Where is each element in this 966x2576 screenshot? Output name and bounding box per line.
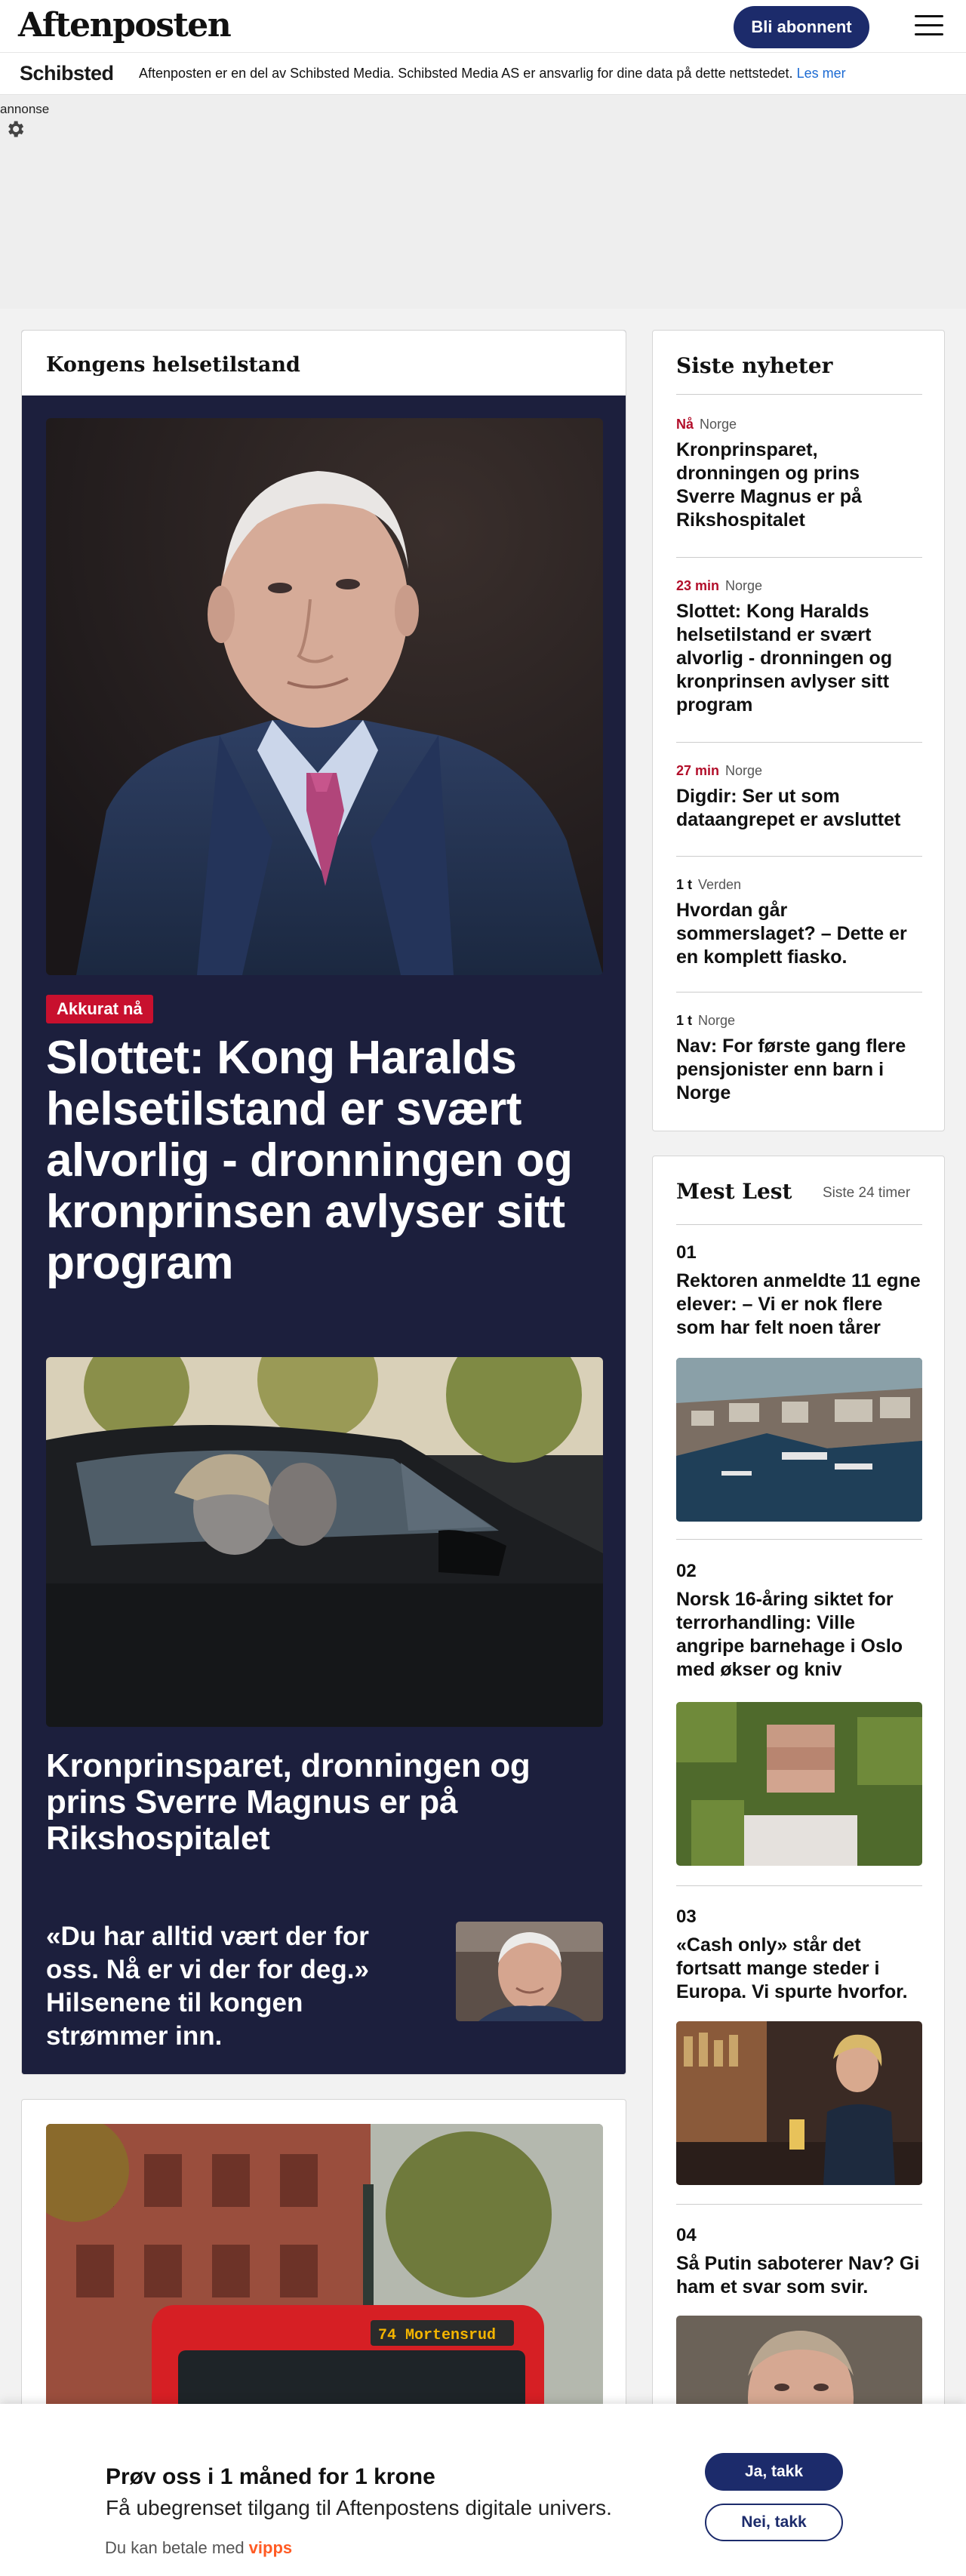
divider [676,394,922,395]
offer-subtitle: Få ubegrenset tilgang til Aftenpostens digitale univers. [106,2496,612,2519]
schibsted-notice-bar [0,53,966,95]
bus-destination-sign: 74 Mortensrud [378,2327,497,2344]
news-item[interactable] [676,877,922,969]
most-read-headline[interactable]: «Cash only» står det fortsatt mange steder i Europa. Vi spurte hvorfor. [676,1934,908,2002]
schibsted-notice-text: Aftenposten er en del av Schibsted Media. Schibsted Media AS er ansvarlig for dine data på dette nettstedet. [139,66,793,81]
schibsted-logo: Schibsted [20,62,114,85]
breaking-badge: Akkurat nå [46,995,153,1023]
gear-icon[interactable] [5,118,26,140]
ad-label: annonse [0,102,50,116]
news-headline[interactable]: Hvordan går sommerslaget? – Dette er en komplett fiasko. [676,900,907,968]
divider [676,992,922,993]
news-item[interactable] [676,763,922,832]
main-feature-card [21,330,626,2075]
news-headline[interactable]: Digdir: Ser ut som dataangrepet er avsluttet [676,786,901,830]
news-item[interactable] [676,578,922,717]
bar-waitress-image[interactable] [676,2021,922,2185]
news-category: Norge [700,417,737,432]
subscription-offer-banner [0,2404,966,2576]
main-card-header [22,331,626,395]
news-item[interactable] [676,1013,922,1105]
rank-number: 01 [676,1242,697,1263]
most-read-item[interactable] [676,1561,922,1682]
read-more-link[interactable]: Les mer [796,66,846,81]
news-item[interactable] [676,417,922,532]
hamburger-icon[interactable] [915,15,943,38]
most-read-title[interactable]: Mest Lest [676,1179,792,1204]
news-time: 1 t [676,877,693,892]
news-time: 23 min [676,578,720,593]
harbour-aerial-image[interactable] [676,1358,922,1522]
divider [676,1539,922,1540]
hero-headline[interactable]: Slottet: Kong Haralds helsetilstand er svært alvorlig - dronningen og kronprinsen avlyser sitt program [46,1032,573,1289]
news-headline[interactable]: Nav: For første gang flere pensjonister enn barn i Norge [676,1036,906,1103]
news-headline[interactable]: Kronprinsparet, dronningen og prins Sverre Magnus er på Rikshospitalet [676,439,862,531]
most-read-headline[interactable]: Norsk 16-åring siktet for terrorhandling: Ville angripe barnehage i Oslo med økser og kniv [676,1589,903,1680]
royal-car-image[interactable] [46,1357,603,1727]
news-category: Norge [698,1013,736,1028]
accept-offer-button[interactable]: Ja, takk [705,2453,843,2491]
latest-news-panel [652,330,945,1131]
news-headline[interactable]: Slottet: Kong Haralds helsetilstand er svært alvorlig - dronningen og kronprinsen avlyser sitt program [676,601,893,716]
rank-number: 03 [676,1907,697,1927]
divider [676,1224,922,1225]
news-category: Norge [725,763,763,778]
offer-title: Prøv oss i 1 måned for 1 krone [106,2464,435,2489]
most-read-item[interactable] [676,1242,922,1340]
most-read-panel [652,1156,945,2576]
payment-text: Du kan betale med [105,2538,245,2557]
decline-offer-button[interactable]: Nei, takk [705,2504,843,2541]
payment-info [105,2538,292,2558]
vipps-logo: vipps [248,2538,293,2557]
most-read-headline[interactable]: Rektoren anmeldte 11 egne elever: – Vi er nok flere som har felt noen tårer [676,1270,921,1338]
most-read-period: Siste 24 timer [823,1185,911,1201]
king-smiling-thumbnail[interactable] [456,1922,603,2021]
news-time: 1 t [676,1013,693,1028]
second-headline[interactable]: Kronprinsparet, dronningen og prins Sverre Magnus er på Rikshospitalet [46,1747,531,1857]
king-portrait-image[interactable] [46,418,603,975]
quote-headline[interactable]: «Du har alltid vært der for oss. Nå er vi der for deg.» Hilsenene til kongen strømmer inn. [46,1922,369,2051]
news-time: Nå [676,417,694,432]
top-header [0,0,966,53]
most-read-item[interactable] [676,1907,922,2004]
most-read-item[interactable] [676,2225,922,2299]
site-logo[interactable]: Aftenposten [18,6,231,45]
divider [676,557,922,558]
schibsted-notice [139,66,846,82]
news-time: 27 min [676,763,720,778]
rank-number: 02 [676,1561,697,1581]
divider [676,856,922,857]
rank-number: 04 [676,2225,697,2245]
divider [676,742,922,743]
divider [676,1885,922,1886]
divider [676,2204,922,2205]
blurred-person-image[interactable] [676,1702,922,1866]
latest-news-title[interactable]: Siste nyheter [676,353,833,378]
news-category: Verden [698,877,742,892]
news-category: Norge [725,578,763,593]
section-title[interactable]: Kongens helsetilstand [46,353,300,377]
most-read-headline[interactable]: Så Putin saboterer Nav? Gi ham et svar som svir. [676,2253,920,2297]
ad-banner [0,96,966,309]
subscribe-button[interactable]: Bli abonnent [734,6,869,48]
